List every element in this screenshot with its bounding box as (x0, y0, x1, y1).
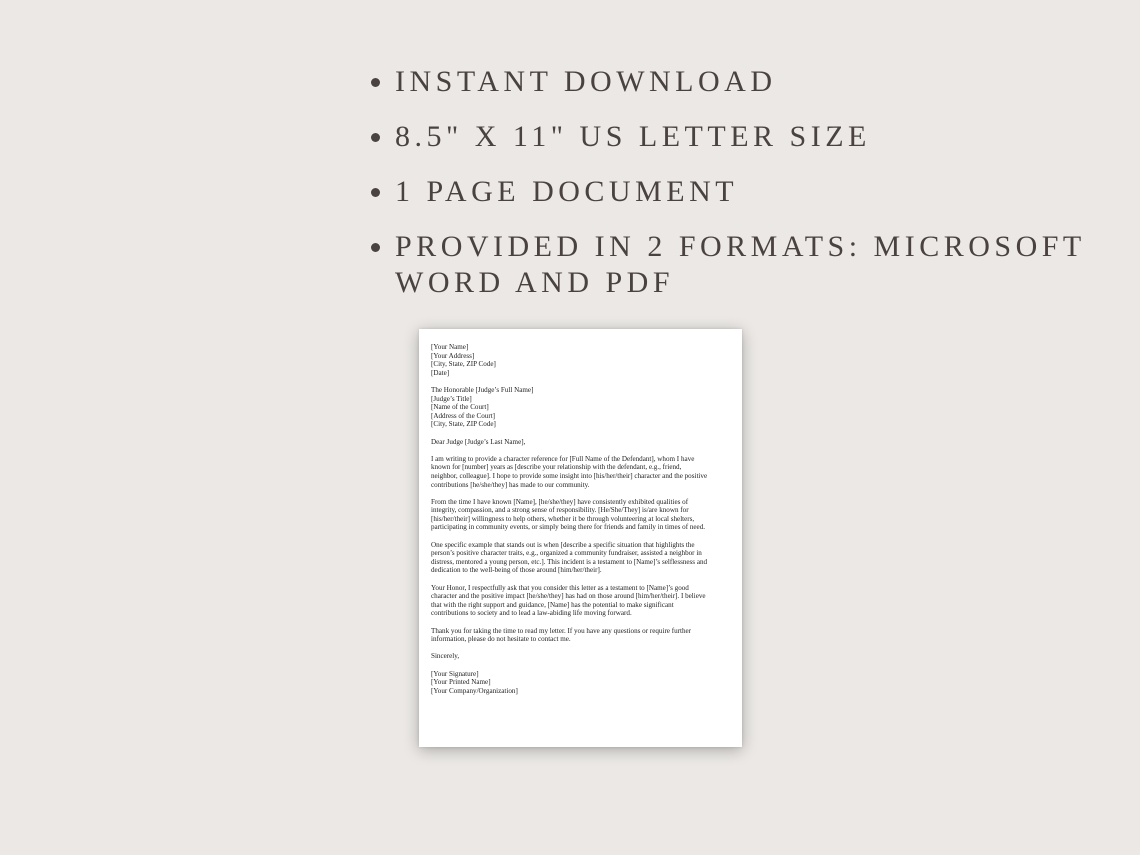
recipient-line: The Honorable [Judge’s Full Name] (431, 385, 534, 394)
feature-text: INSTANT DOWNLOAD (395, 65, 777, 98)
letter-document-preview (419, 329, 742, 747)
sender-line: [Date] (431, 368, 450, 377)
sender-line: [Your Address] (431, 351, 475, 360)
paragraph-line: distress, mentored a young person, etc.]. This incident is a testament to [Name]’s selflessness and (431, 557, 708, 566)
bullet-dot-icon (371, 243, 380, 252)
paragraph-line: From the time I have known [Name], [he/she/they] have consistently exhibited qualities of (431, 497, 689, 506)
feature-text: 1 PAGE DOCUMENT (395, 175, 739, 208)
recipient-line: [Name of the Court] (431, 403, 489, 412)
body-paragraph (431, 627, 728, 644)
feature-text: PROVIDED IN 2 FORMATS: MICROSOFT WORD AND PDF (395, 230, 1086, 299)
signature-line: [Your Printed Name] (431, 678, 491, 687)
paragraph-line: known for [number] years as [describe your relationship with the defendant, e.g., friend, (431, 463, 682, 472)
body-paragraph (431, 541, 728, 575)
recipient-line: [City, State, ZIP Code] (431, 420, 496, 429)
paragraph-line: contributions [he/she/they] has made to our community. (431, 480, 590, 489)
paragraph-line: that with the right support and guidance, [Name] has the potential to make significant (431, 600, 674, 609)
signature-block (431, 670, 728, 696)
paragraph-line: Your Honor, I respectfully ask that you consider this letter as a testament to [Name]’s good (431, 583, 689, 592)
paragraph-line: dedication to the well-being of those around [him/her/their]. (431, 566, 602, 575)
bullet-dot-icon (371, 133, 380, 142)
paragraph-line: integrity, compassion, and a strong sense of responsibility. [He/She/They] is/are known for (431, 506, 689, 515)
body-paragraph (431, 584, 728, 618)
signature-line: [Your Company/Organization] (431, 686, 518, 695)
salutation (431, 438, 728, 447)
feature-item-page-count (368, 174, 1108, 210)
bullet-dot-icon (371, 78, 380, 87)
recipient-line: [Judge’s Title] (431, 394, 472, 403)
paragraph-line: I am writing to provide a character reference for [Full Name of the Defendant], whom I have (431, 454, 695, 463)
feature-text: 8.5" X 11" US LETTER SIZE (395, 120, 871, 153)
closing (431, 652, 728, 661)
body-paragraph (431, 455, 728, 489)
paragraph-line: One specific example that stands out is when [describe a specific situation that highlights the (431, 540, 695, 549)
salutation-text: Dear Judge [Judge’s Last Name], (431, 437, 526, 446)
paragraph-line: [his/her/their] willingness to help others, whether it be through volunteering at local shelters, (431, 514, 695, 523)
body-paragraph (431, 498, 728, 532)
feature-item-formats (368, 229, 1108, 301)
feature-item-instant-download (368, 64, 1108, 100)
bullet-dot-icon (371, 188, 380, 197)
paragraph-line: neighbor, colleague]. I hope to provide some insight into [his/her/their] character and the positive (431, 471, 708, 480)
paragraph-line: Thank you for taking the time to read my letter. If you have any questions or require further (431, 626, 692, 635)
sender-line: [City, State, ZIP Code] (431, 360, 496, 369)
paragraph-line: contributions to society and to lead a law-abiding life moving forward. (431, 609, 632, 618)
recipient-line: [Address of the Court] (431, 411, 496, 420)
recipient-address-block (431, 386, 728, 429)
paragraph-line: information, please do not hesitate to contact me. (431, 635, 571, 644)
feature-list (368, 64, 1108, 320)
paragraph-line: participating in community events, or simply being there for friends and family in times of need. (431, 523, 706, 532)
sender-line: [Your Name] (431, 343, 469, 351)
closing-text: Sincerely, (431, 652, 460, 661)
paragraph-line: person’s positive character traits, e.g., organized a community fundraiser, assisted a neighbor in (431, 549, 702, 558)
signature-line: [Your Signature] (431, 669, 479, 678)
sender-address-block (431, 343, 728, 377)
feature-item-letter-size (368, 119, 1108, 155)
paragraph-line: character and the positive impact [he/she/they] has had on those around [him/her/their]. I believe (431, 592, 706, 601)
